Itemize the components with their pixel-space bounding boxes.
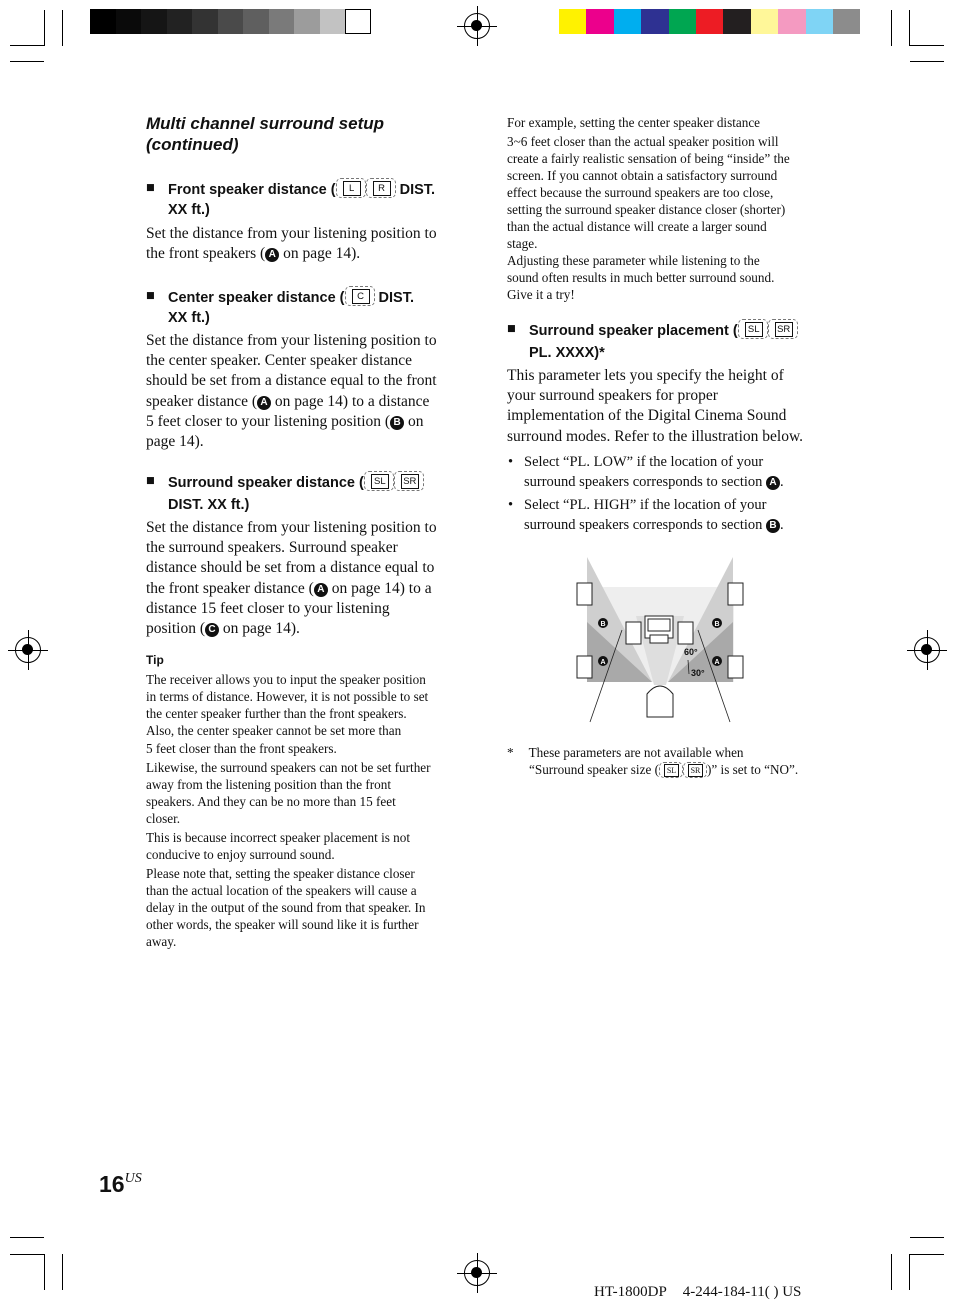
heading-text: Surround speaker placement ( <box>529 323 738 339</box>
surround-right-high-speaker <box>728 583 743 605</box>
tip-line: Likewise, the surround speakers can not be set further <box>146 760 431 775</box>
gray-swatch <box>320 9 346 34</box>
color-swatch <box>614 9 641 34</box>
surround-left-low-speaker <box>577 656 592 678</box>
center-speaker <box>650 635 668 643</box>
placement-heading <box>507 319 837 363</box>
section-a-icon: A <box>766 476 780 490</box>
heading-text: Surround speaker distance ( <box>168 475 364 491</box>
crop-mark <box>44 1254 45 1290</box>
gray-swatch <box>167 9 193 34</box>
crop-mark <box>910 1254 944 1255</box>
color-swatch <box>586 9 613 34</box>
speaker-sr-icon: SR <box>768 319 798 339</box>
speaker-sl-icon: SL <box>738 319 768 339</box>
section-a-icon: A <box>257 396 271 410</box>
section-a-icon: A <box>265 248 279 262</box>
page-number-suffix: US <box>124 1171 142 1186</box>
crop-mark <box>10 1254 44 1255</box>
color-swatch <box>723 9 750 34</box>
example-line: Adjusting these parameter while listening to the <box>507 253 760 268</box>
footnote: * These parameters are not available when “Surround speaker size ( SL SR )” is set to “NO”. <box>507 745 799 777</box>
placement-bullets <box>507 453 784 535</box>
color-swatch <box>641 9 668 34</box>
heading-text-line2: XX ft.) <box>168 310 210 326</box>
list-item: • Select “PL. LOW” if the location of your surround speakers corresponds to section A . <box>508 454 784 490</box>
front-distance-heading <box>146 178 476 222</box>
surround-right-low-speaker <box>728 656 743 678</box>
tip-body <box>146 671 431 950</box>
section-a-left-label: A <box>600 659 606 666</box>
front-left-speaker <box>626 622 641 644</box>
registration-mark-icon <box>464 1260 490 1286</box>
front-distance-body: Set the distance from your listening position to the front speakers ( A on page 14). <box>146 225 437 263</box>
tv-screen-inner <box>648 619 670 631</box>
surround-distance-heading <box>146 471 476 515</box>
example-line: than the actual distance will create a larger sound <box>507 219 767 234</box>
heading-text-line2: PL. XXXX)* <box>529 345 605 361</box>
crop-mark <box>62 1254 63 1290</box>
registration-mark-icon <box>914 637 940 663</box>
front-right-speaker <box>678 622 693 644</box>
tip-heading: Tip <box>146 653 164 667</box>
registration-mark-icon <box>15 637 41 663</box>
section-b-icon: B <box>390 416 404 430</box>
bullet-icon: ■ <box>146 288 155 304</box>
tip-line: The receiver allows you to input the speaker position <box>146 672 426 687</box>
registration-mark-icon <box>464 13 490 39</box>
tip-line: Also, the center speaker cannot be set more than <box>146 723 402 738</box>
gray-swatch <box>116 9 142 34</box>
crop-mark <box>62 10 63 46</box>
placement-body: This parameter lets you specify the height of your surround speakers for proper implementation of the Digital Cinema Sound surround modes. Refer to the illustration below. <box>507 367 804 445</box>
gray-swatch <box>294 9 320 34</box>
tip-line: closer. <box>146 811 181 826</box>
surround-distance-body: Set the distance from your listening position to the surround speakers. Surround speaker distance should be set from a distance equal to the front speaker distance ( A on page 14) to a distance 15 feet closer to your listening position ( C on page 14). <box>146 519 437 638</box>
tip-line: delay in the output of the sound from that speaker. In <box>146 900 426 915</box>
speaker-sr-icon: SR <box>394 471 424 491</box>
tip-line: away from the listening position than the front <box>146 777 392 792</box>
crop-mark <box>909 1254 910 1290</box>
section-b-right-label: B <box>714 621 720 628</box>
heading-text: DIST. <box>374 290 414 306</box>
center-distance-body: Set the distance from your listening position to the center speaker. Center speaker distance should be set from a distance equal to the front speaker distance ( A on page 14) to a distance 5 feet closer to your listening position ( B on page 14). <box>146 332 437 451</box>
gray-swatch <box>141 9 167 34</box>
crop-mark <box>10 45 44 46</box>
angle-30-label: 30° <box>691 668 705 678</box>
crop-mark <box>910 61 944 62</box>
color-swatch <box>806 9 833 34</box>
example-line: 3~6 feet closer than the actual speaker position will <box>507 134 779 149</box>
tip-line: conducive to enjoy surround sound. <box>146 847 335 862</box>
listener-chair <box>647 686 673 717</box>
color-swatch <box>696 9 723 34</box>
crop-mark <box>891 1254 892 1290</box>
tip-line: the center speaker further than the front speakers. <box>146 706 407 721</box>
speaker-sl-icon: SL <box>364 471 394 491</box>
heading-text-line2: DIST. XX ft.) <box>168 497 250 513</box>
example-line: sound often results in much better surround sound. <box>507 270 775 285</box>
speaker-sl-icon: SL <box>659 762 683 778</box>
gray-swatch <box>269 9 295 34</box>
color-swatch <box>778 9 805 34</box>
bullet-icon: ■ <box>146 473 155 489</box>
color-swatch <box>751 9 778 34</box>
example-line: stage. <box>507 236 538 251</box>
gray-swatch <box>90 9 116 34</box>
crop-mark <box>910 1237 944 1238</box>
gray-swatch <box>243 9 269 34</box>
tip-line: away. <box>146 934 177 949</box>
tip-line: Please note that, setting the speaker distance closer <box>146 866 415 881</box>
section-b-left-label: B <box>600 621 606 628</box>
tip-line: in terms of distance. However, it is not possible to set <box>146 689 429 704</box>
crop-mark <box>10 1237 44 1238</box>
heading-text-line2: XX ft.) <box>168 202 210 218</box>
example-line: For example, setting the center speaker distance <box>507 115 761 130</box>
heading-text: Center speaker distance ( <box>168 290 345 306</box>
section-c-icon: C <box>205 623 219 637</box>
color-swatch <box>559 9 586 34</box>
speaker-l-icon: L <box>336 178 366 198</box>
color-swatch <box>669 9 696 34</box>
tip-line: other words, the speaker will sound like it is further <box>146 917 419 932</box>
page-number: $16^{US}$ <box>99 1171 142 1197</box>
gray-swatch <box>345 9 371 34</box>
speaker-c-icon: C <box>345 286 375 306</box>
section-a-right-label: A <box>714 659 720 666</box>
section-b-icon: B <box>766 519 780 533</box>
crop-mark <box>909 10 910 46</box>
footer-model: HT-1800DP 4-244-184-11( ) US <box>594 1284 802 1300</box>
gray-swatch <box>218 9 244 34</box>
angle-60-label: 60° <box>684 647 698 657</box>
footnote-mark: * <box>507 745 514 760</box>
bullet-icon: ■ <box>507 321 516 337</box>
section-a-icon: A <box>314 583 328 597</box>
gray-swatch <box>192 9 218 34</box>
crop-mark <box>891 10 892 46</box>
example-text <box>507 114 790 303</box>
page-title-line2: (continued) <box>146 135 239 154</box>
example-line: create a fairly realistic sensation of being “inside” the <box>507 151 790 166</box>
page-title <box>146 113 384 155</box>
page-title-line1: Multi channel surround setup <box>146 114 385 133</box>
list-item: • Select “PL. HIGH” if the location of your surround speakers corresponds to section B . <box>508 497 784 533</box>
example-line: Give it a try! <box>507 287 575 302</box>
color-swatch <box>833 9 860 34</box>
heading-text: Front speaker distance ( <box>168 182 336 198</box>
crop-mark <box>10 61 44 62</box>
heading-text: DIST. <box>395 182 436 198</box>
crop-mark <box>44 10 45 46</box>
example-line: setting the surround speaker distance closer (shorter) <box>507 202 786 217</box>
speaker-r-icon: R <box>366 178 396 198</box>
tip-line: speakers. And they can be no more than 15 feet <box>146 794 396 809</box>
speaker-placement-diagram <box>570 552 750 727</box>
crop-mark <box>910 45 944 46</box>
example-line: effect because the surround speakers are too close, <box>507 185 774 200</box>
example-line: screen. If you cannot obtain a satisfactory surround <box>507 168 778 183</box>
surround-left-high-speaker <box>577 583 592 605</box>
speaker-sr-icon: SR <box>683 762 707 778</box>
tip-line: than the actual location of the speakers will cause a <box>146 883 417 898</box>
tip-line: This is because incorrect speaker placement is not <box>146 830 411 845</box>
tip-line: 5 feet closer than the front speakers. <box>146 741 337 756</box>
bullet-icon: ■ <box>146 180 155 196</box>
center-distance-heading <box>146 286 476 330</box>
